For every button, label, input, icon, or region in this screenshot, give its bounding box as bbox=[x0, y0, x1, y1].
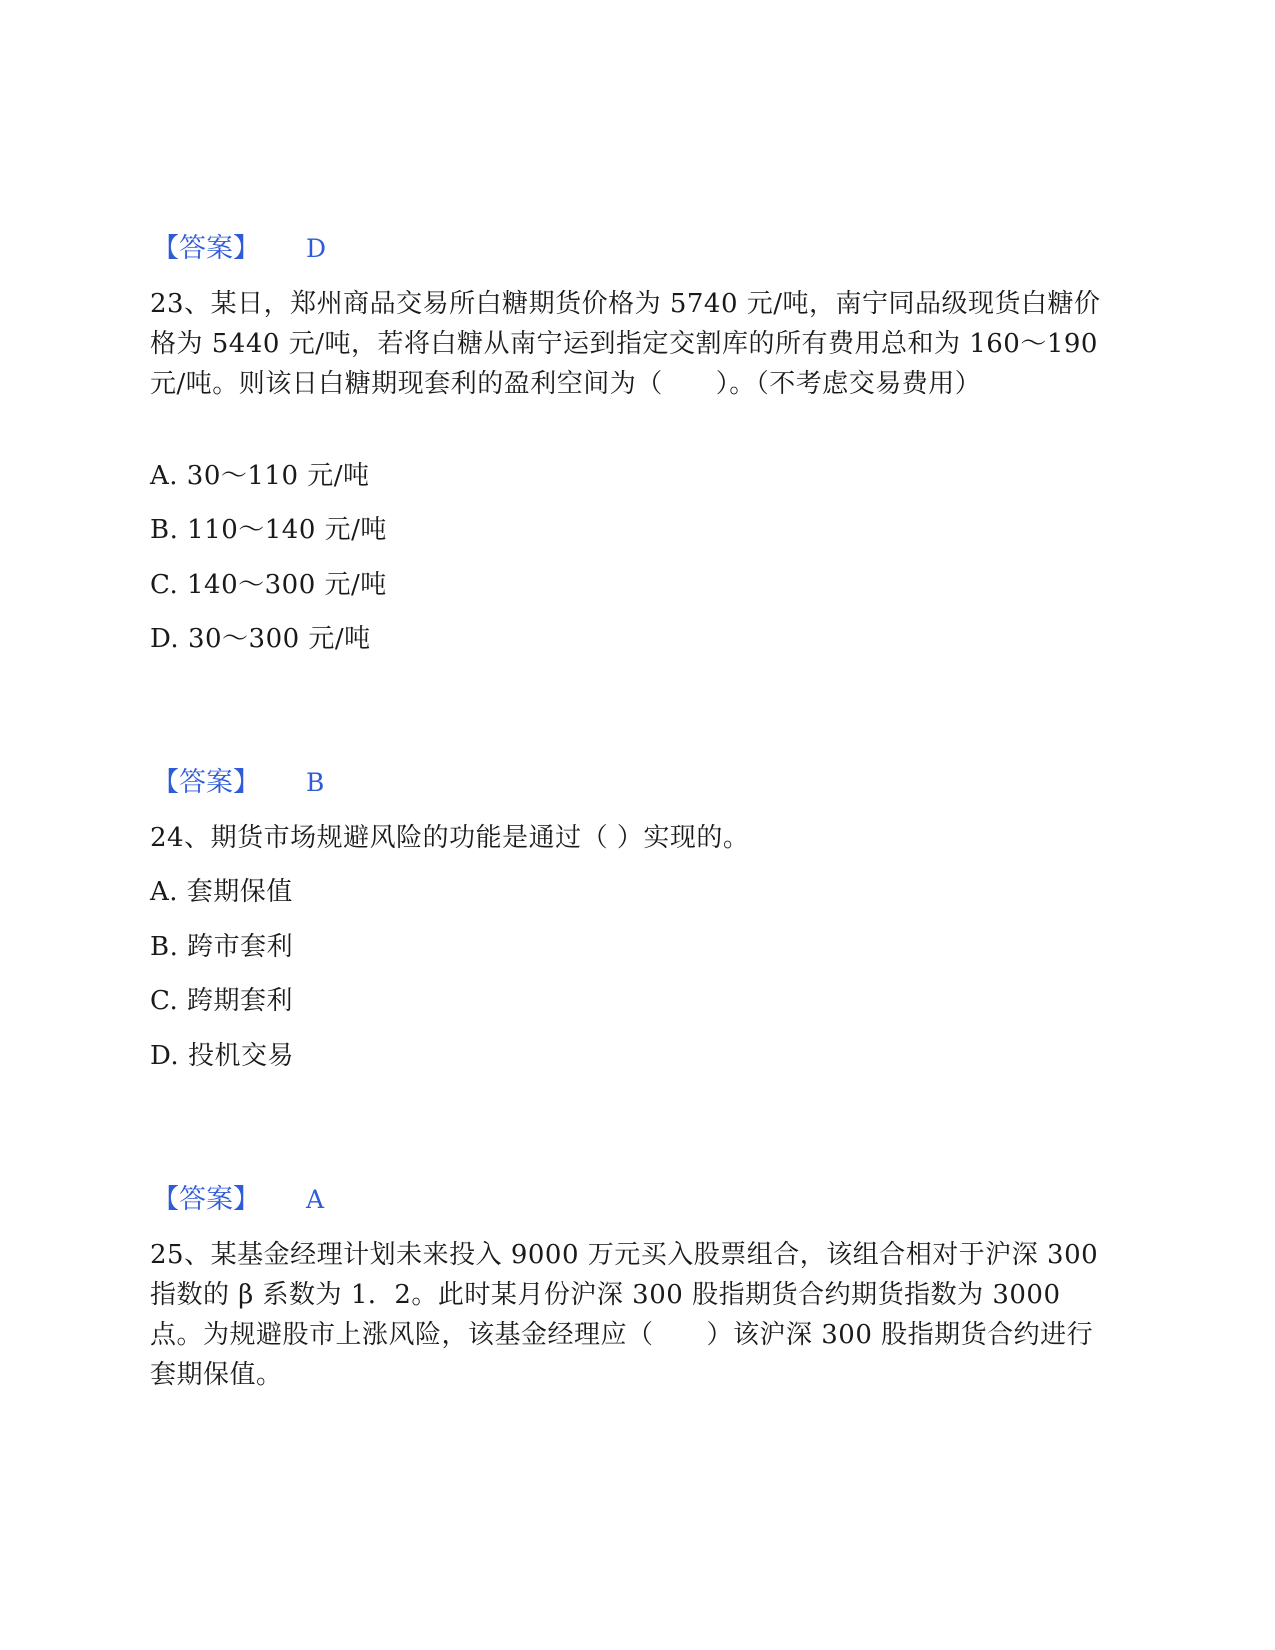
option-a: A. 30～110 元/吨 bbox=[150, 461, 370, 491]
option-d: D. 30～300 元/吨 bbox=[150, 624, 371, 654]
answer-value: D bbox=[306, 234, 327, 263]
answer-label: 【答案】 bbox=[152, 1184, 260, 1215]
option-c: C. 跨期套利 bbox=[150, 986, 293, 1016]
question-24: 24、期货市场规避风险的功能是通过（ ）实现的。 bbox=[150, 823, 750, 853]
answer-value: A bbox=[306, 1185, 325, 1214]
answer-value: B bbox=[306, 768, 325, 797]
option-d: D. 投机交易 bbox=[150, 1041, 294, 1071]
option-b: B. 跨市套利 bbox=[150, 932, 294, 962]
answer-line bbox=[152, 232, 326, 266]
option-a: A. 套期保值 bbox=[150, 877, 293, 907]
question-23: 23、某日，郑州商品交易所白糖期货价格为 5740 元/吨，南宁同品级现货白糖价格为 5440 元/吨，若将白糖从南宁运到指定交割库的所有费用总和为 160～190 元/吨。则该日白糖期现套利的盈利空间为（ ）。（不考虑交易费用） bbox=[150, 289, 1101, 399]
option-b: B. 110～140 元/吨 bbox=[150, 515, 387, 545]
answer-label: 【答案】 bbox=[152, 233, 260, 264]
option-c: C. 140～300 元/吨 bbox=[150, 570, 387, 600]
answer-line bbox=[152, 1183, 324, 1217]
answer-line bbox=[152, 766, 324, 800]
answer-label: 【答案】 bbox=[152, 767, 260, 798]
question-25: 25、某基金经理计划未来投入 9000 万元买入股票组合，该组合相对于沪深 300 指数的 β 系数为 1．2。此时某月份沪深 300 股指期货合约期货指数为 3000 点。为规避股市上涨风险，该基金经理应（ ）该沪深 300 股指期货合约进行套期保值。 bbox=[150, 1240, 1099, 1390]
